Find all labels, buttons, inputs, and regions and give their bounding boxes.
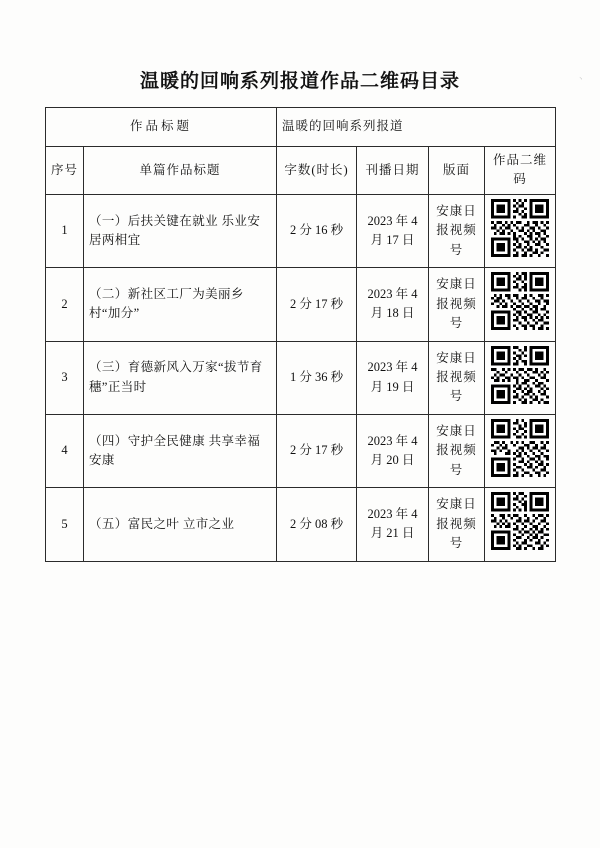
row-title: （三）育德新风入万家“拔节育穗”正当时 bbox=[84, 341, 277, 414]
table-header-row bbox=[46, 147, 556, 195]
row-duration: 2 分 17 秒 bbox=[277, 268, 357, 341]
corner-mark: 丶 bbox=[577, 75, 584, 83]
column-header-qr: 作品二维码 bbox=[485, 147, 556, 195]
table-row-work-title bbox=[46, 108, 556, 147]
row-qr-cell bbox=[485, 194, 556, 267]
table-row bbox=[46, 268, 556, 341]
row-duration: 1 分 36 秒 bbox=[277, 341, 357, 414]
table-row bbox=[46, 194, 556, 267]
row-date: 2023 年 4 月 18 日 bbox=[357, 268, 429, 341]
row-title: （四）守护全民健康 共享幸福安康 bbox=[84, 414, 277, 487]
row-qr-cell bbox=[485, 341, 556, 414]
row-seq: 2 bbox=[46, 268, 84, 341]
row-seq: 5 bbox=[46, 488, 84, 561]
row-page: 安康日报视频号 bbox=[429, 341, 485, 414]
row-page: 安康日报视频号 bbox=[429, 268, 485, 341]
table-row bbox=[46, 488, 556, 561]
qr-code-4[interactable] bbox=[491, 419, 549, 477]
qr-code-1[interactable] bbox=[491, 199, 549, 257]
qr-code-2[interactable] bbox=[491, 272, 549, 330]
row-seq: 3 bbox=[46, 341, 84, 414]
row-seq: 4 bbox=[46, 414, 84, 487]
table-row bbox=[46, 414, 556, 487]
row-date: 2023 年 4 月 19 日 bbox=[357, 341, 429, 414]
row-title: （一）后扶关键在就业 乐业安居两相宜 bbox=[84, 194, 277, 267]
row-duration: 2 分 16 秒 bbox=[277, 194, 357, 267]
row-qr-cell bbox=[485, 488, 556, 561]
row-title: （五）富民之叶 立市之业 bbox=[84, 488, 277, 561]
row-date: 2023 年 4 月 20 日 bbox=[357, 414, 429, 487]
work-title-value: 温暖的回响系列报道 bbox=[277, 108, 556, 147]
row-date: 2023 年 4 月 17 日 bbox=[357, 194, 429, 267]
qr-catalog-table bbox=[45, 107, 556, 562]
row-title: （二）新社区工厂为美丽乡村“加分” bbox=[84, 268, 277, 341]
column-header-page: 版面 bbox=[429, 147, 485, 195]
row-date: 2023 年 4 月 21 日 bbox=[357, 488, 429, 561]
qr-code-3[interactable] bbox=[491, 346, 549, 404]
work-title-label: 作品标题 bbox=[46, 108, 277, 147]
page-title: 温暖的回响系列报道作品二维码目录 bbox=[139, 71, 460, 92]
row-page: 安康日报视频号 bbox=[429, 488, 485, 561]
row-qr-cell bbox=[485, 414, 556, 487]
column-header-seq: 序号 bbox=[46, 147, 84, 195]
table-row bbox=[46, 341, 556, 414]
qr-code-5[interactable] bbox=[491, 492, 549, 550]
row-duration: 2 分 08 秒 bbox=[277, 488, 357, 561]
row-duration: 2 分 17 秒 bbox=[277, 414, 357, 487]
row-page: 安康日报视频号 bbox=[429, 194, 485, 267]
column-header-word-count: 字数(时长) bbox=[277, 147, 357, 195]
row-seq: 1 bbox=[46, 194, 84, 267]
row-page: 安康日报视频号 bbox=[429, 414, 485, 487]
row-qr-cell bbox=[485, 268, 556, 341]
column-header-publish-date: 刊播日期 bbox=[357, 147, 429, 195]
column-header-single-title: 单篇作品标题 bbox=[84, 147, 277, 195]
